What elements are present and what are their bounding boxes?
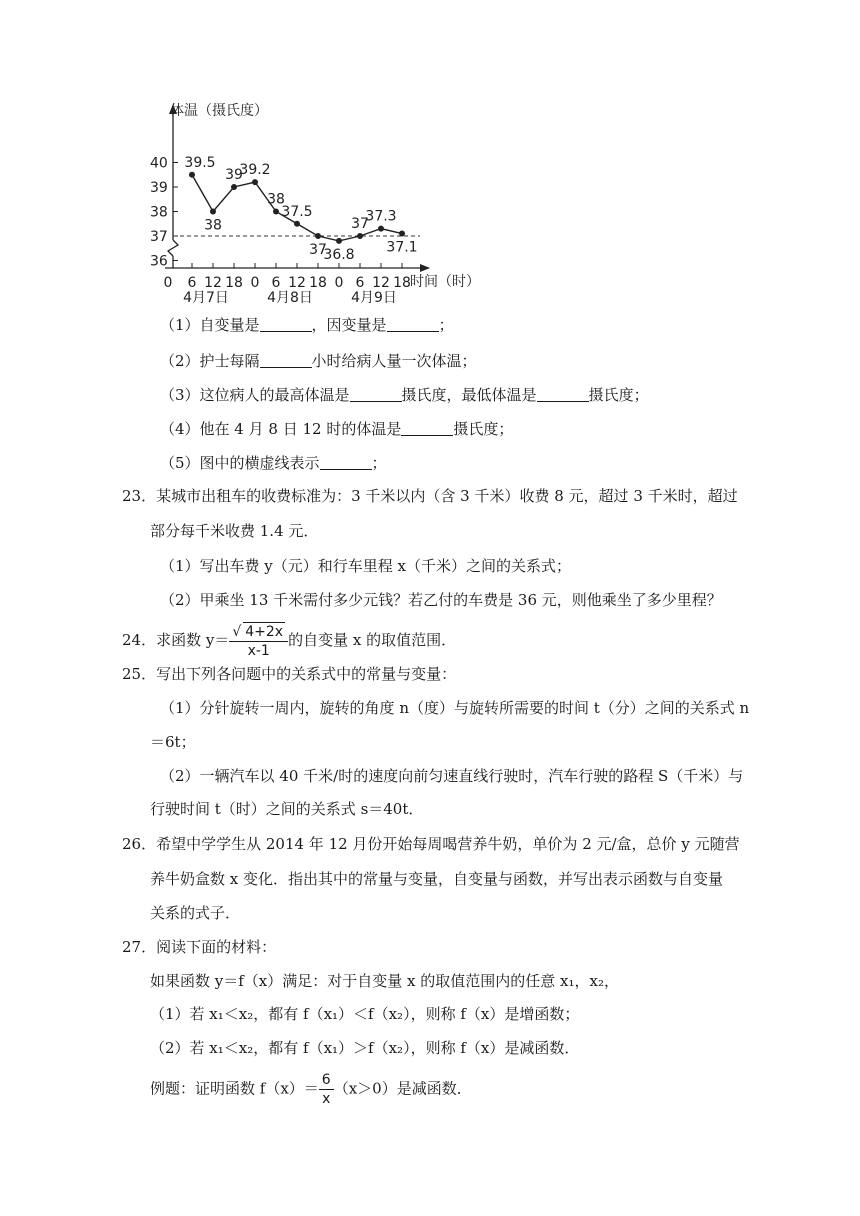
data-point xyxy=(357,233,363,239)
q25-part1-line2: ＝6t； xyxy=(150,733,196,751)
q22-5-text-b: ； xyxy=(371,454,387,472)
y-axis-label: 体温（摄氏度） xyxy=(170,103,268,119)
x-tick-label: 6 xyxy=(271,275,281,291)
answer-blank xyxy=(320,453,372,470)
q22-part1 xyxy=(160,314,454,336)
q26-line3: 关系的式子． xyxy=(150,904,241,922)
q24-text-b: 的自变量 x 的取值范围． xyxy=(288,631,457,649)
q24-denominator: x-1 xyxy=(247,643,270,659)
x-axis-arrow xyxy=(420,264,430,272)
q22-1-text-c: ； xyxy=(438,316,454,334)
x-tick-label: 12 xyxy=(204,275,222,291)
q27-definition: 如果函数 y＝f（x）满足：对于自变量 x 的取值范围内的任意 x₁，x₂， xyxy=(150,972,619,990)
q23-line2: 部分每千米收费 1.4 元． xyxy=(150,522,319,540)
q22-1-text-b: ，因变量是 xyxy=(311,316,387,334)
q27-example-text-a: 例题：证明函数 f（x）＝ xyxy=(150,1079,319,1098)
x-tick-label: 6 xyxy=(355,275,365,291)
data-point xyxy=(336,238,342,244)
data-point xyxy=(189,172,195,178)
q23-part1: （1）写出车费 y（元）和行车里程 x（千米）之间的关系式； xyxy=(160,557,572,575)
data-point xyxy=(252,179,258,185)
data-label: 38 xyxy=(267,191,285,208)
q27-example-text-b: （x＞0）是减函数． xyxy=(333,1079,472,1098)
answer-blank xyxy=(537,385,589,402)
q23-part2: （2）甲乘坐 13 千米需付多少元钱？若乙付的车费是 36 元，则他乘坐了多少里程？ xyxy=(160,591,722,609)
x-tick-label: 0 xyxy=(250,275,260,291)
data-label: 38 xyxy=(204,217,222,234)
q22-2-text-b: 小时给病人量一次体温； xyxy=(311,352,477,370)
axis-break-mark xyxy=(168,240,178,256)
data-label: 37.5 xyxy=(281,203,313,220)
x-tick-label: 18 xyxy=(225,275,243,291)
q26-line1: 26．希望中学学生从 2014 年 12 月份开始每周喝营养牛奶，单价为 2 元/盒，总价 y 元随营 xyxy=(122,835,740,853)
data-point xyxy=(231,184,237,190)
data-point xyxy=(294,221,300,227)
day-label: 4月8日 xyxy=(267,290,313,306)
q22-4-text-b: 摄氏度； xyxy=(453,420,514,438)
q27-fraction xyxy=(319,1071,334,1108)
x-tick-label: 6 xyxy=(187,275,197,291)
q25-part2-line2: 行驶时间 t（时）之间的关系式 s＝40t． xyxy=(150,800,424,818)
q27-part1: （1）若 x₁＜x₂，都有 f（x₁）＜f（x₂），则称 f（x）是增函数； xyxy=(150,1005,580,1023)
q23-line1: 23．某城市出租车的收费标准为：3 千米以内（含 3 千米）收费 8 元，超过 3 千米时，超过 xyxy=(122,487,738,505)
q27: 27．阅读下面的材料： xyxy=(122,938,277,956)
data-point xyxy=(273,209,279,215)
y-tick-label: 40 xyxy=(150,155,168,172)
q22-part3 xyxy=(160,384,649,406)
q22-part2 xyxy=(160,350,477,372)
q25-part2-line1: （2）一辆汽车以 40 千米/时的速度向前匀速直线行驶时，汽车行驶的路程 S（千米）与 xyxy=(160,767,744,785)
day-label: 4月9日 xyxy=(351,290,397,306)
y-tick-label: 36 xyxy=(150,253,168,270)
answer-blank xyxy=(260,351,312,368)
answer-blank xyxy=(387,315,439,332)
y-tick-label: 37 xyxy=(150,229,168,245)
q24-fraction: $\frac{√ 4+2x}{x-1}$ xyxy=(229,622,288,660)
data-label: 39.5 xyxy=(184,154,216,171)
q24-numerator: 4+2x xyxy=(245,624,284,640)
data-point xyxy=(378,226,384,232)
data-label: 39 xyxy=(225,167,243,183)
x-tick-label: 18 xyxy=(309,275,327,291)
q22-3-text-c: 摄氏度； xyxy=(588,386,649,404)
q27-denominator: x xyxy=(322,1091,331,1107)
data-label: 36.8 xyxy=(323,246,355,263)
q24-text-a: 24．求函数 y＝ xyxy=(122,631,230,649)
y-tick-label: 39 xyxy=(150,180,168,196)
data-label: 37.1 xyxy=(386,239,418,256)
q22-1-text-a: （1）自变量是 xyxy=(160,316,260,334)
q22-3-text-b: 摄氏度，最低体温是 xyxy=(401,386,537,404)
data-point xyxy=(210,209,216,215)
data-label: 37.3 xyxy=(365,208,397,225)
q22-5-text-a: （5）图中的横虚线表示 xyxy=(160,454,320,472)
day-label: 4月7日 xyxy=(183,290,229,306)
q22-2-text-a: （2）护士每隔 xyxy=(160,352,260,370)
temperature-line-chart xyxy=(140,100,500,310)
q26-line2: 养牛奶盒数 x 变化．指出其中的常量与变量，自变量与函数，并写出表示函数与自变量 xyxy=(150,870,723,888)
x-origin-label: 0 xyxy=(163,275,173,291)
y-tick-label: 38 xyxy=(150,204,168,221)
q22-part4 xyxy=(160,418,513,440)
x-axis-label: 时间（时） xyxy=(410,274,480,290)
q27-numerator: 6 xyxy=(319,1071,334,1090)
data-point xyxy=(315,233,321,239)
q22-4-text-a: （4）他在 4 月 8 日 12 时的体温是 xyxy=(160,420,402,438)
q27-part2: （2）若 x₁＜x₂，都有 f（x₁）＞f（x₂），则称 f（x）是减函数． xyxy=(150,1039,580,1057)
x-tick-label: 12 xyxy=(288,275,306,291)
q25-part1-line1: （1）分针旋转一周内，旋转的角度 n（度）与旋转所需要的时间 t（分）之间的关系式 n xyxy=(160,699,750,717)
data-point xyxy=(399,231,405,237)
data-label: 39.2 xyxy=(239,162,271,179)
x-tick-label: 0 xyxy=(334,275,344,291)
answer-blank xyxy=(401,419,453,436)
x-tick-label: 12 xyxy=(372,275,390,291)
q22-part5 xyxy=(160,452,387,474)
answer-blank xyxy=(260,315,312,332)
answer-blank xyxy=(350,385,402,402)
q24 xyxy=(122,622,456,660)
x-tick-label: 18 xyxy=(393,275,411,291)
data-label: 37 xyxy=(309,242,327,258)
q22-3-text-a: （3）这位病人的最高体温是 xyxy=(160,386,350,404)
q27-example xyxy=(150,1071,472,1108)
q25: 25．写出下列各问题中的关系式中的常量与变量： xyxy=(122,665,457,683)
data-label: 37 xyxy=(351,216,369,232)
